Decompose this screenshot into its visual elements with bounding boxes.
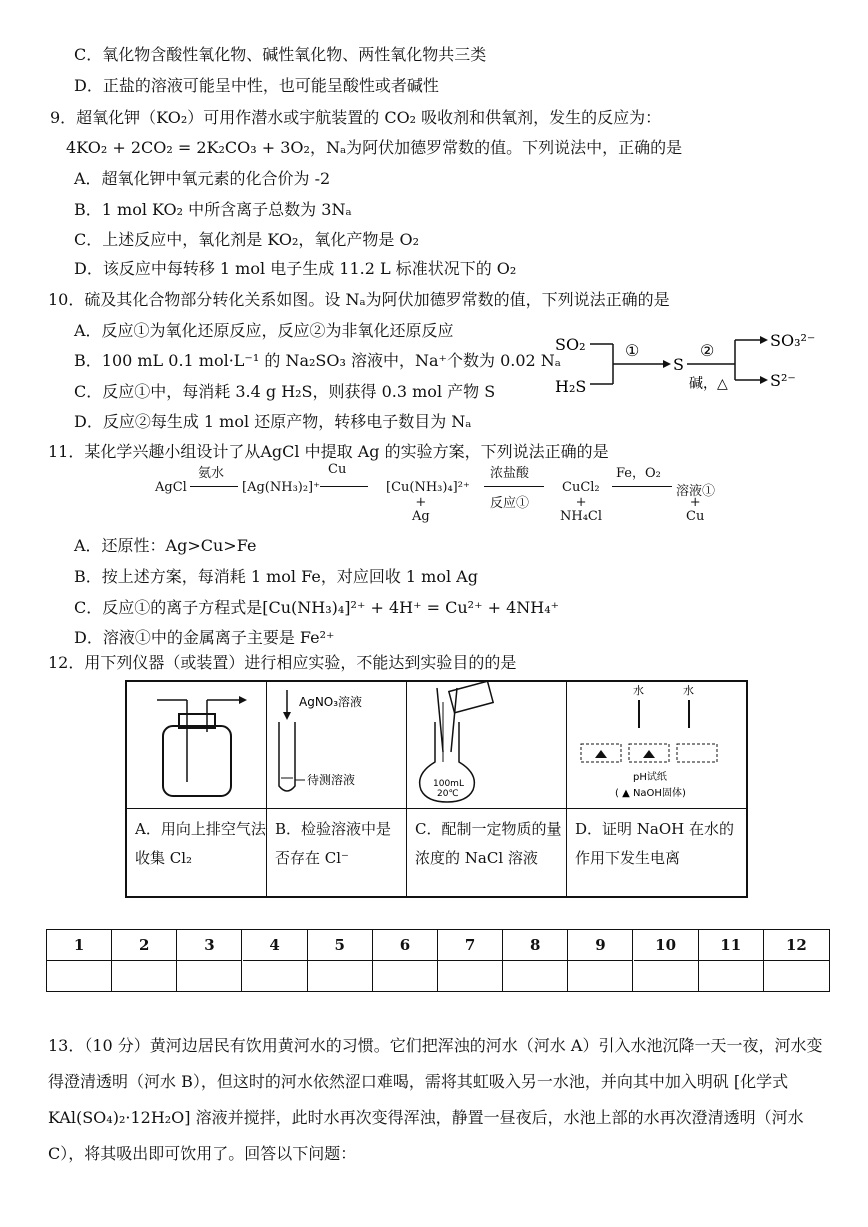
copper-complex: [Cu(NH₃)₄]²⁺ [386, 480, 470, 495]
q11-option-d: D．溶液①中的金属离子主要是 Fe²⁺ [74, 628, 335, 647]
answer-cell-12[interactable] [764, 961, 829, 992]
apparatus-a [127, 682, 267, 808]
q10-option-b: B．100 mL 0.1 mol·L⁻¹ 的 Na₂SO₃ 溶液中，Na⁺个数为 0.02 Nₐ [74, 351, 561, 370]
answer-header-4: 4 [243, 930, 308, 961]
plus-silver: + Ag [412, 495, 430, 524]
answer-cell-11[interactable] [699, 961, 764, 992]
answer-header-3: 3 [177, 930, 242, 961]
answer-header-8: 8 [503, 930, 568, 961]
answer-header-11: 11 [699, 930, 764, 961]
caption-b: B．检验溶液中是否存在 Cl⁻ [267, 808, 407, 898]
ph-paper-icon [567, 682, 746, 808]
q11-stem: 11．某化学兴趣小组设计了从AgCl 中提取 Ag 的实验方案，下列说法正确的是 [48, 442, 609, 461]
answer-cell-1[interactable] [47, 961, 112, 992]
reagent-ammonia: 氨水 [198, 466, 225, 481]
q10-option-a: A．反应①为氧化还原反应，反应②为非氧化还原反应 [74, 321, 454, 340]
q9-option-a: A．超氧化钾中氧元素的化合价为 -2 [74, 169, 331, 188]
q9-option-c: C．上述反应中，氧化剂是 KO₂，氧化产物是 O₂ [74, 230, 420, 249]
q12-stem: 12．用下列仪器（或装置）进行相应实验，不能达到实验目的的是 [48, 653, 517, 672]
answer-header-6: 6 [373, 930, 438, 961]
condition-label: 碱，△ [689, 376, 728, 392]
gas-bottle-icon [127, 682, 267, 808]
q11-option-a: A．还原性：Ag>Cu>Fe [74, 536, 257, 555]
q9-option-d: D．该反应中每转移 1 mol 电子生成 11.2 L 标准状况下的 O₂ [74, 259, 517, 278]
answer-header-9: 9 [568, 930, 633, 961]
q9-option-b: B．1 mol KO₂ 中所含离子总数为 3Nₐ [74, 200, 352, 219]
q8-option-c: C．氧化物含酸性氧化物、碱性氧化物、两性氧化物共三类 [74, 45, 487, 64]
product-sulfide: S²⁻ [770, 371, 796, 390]
answer-header-5: 5 [308, 930, 373, 961]
q10-option-d: D．反应②每生成 1 mol 还原产物，转移电子数目为 Nₐ [74, 412, 472, 431]
answer-cell-3[interactable] [177, 961, 242, 992]
answer-cell-7[interactable] [438, 961, 503, 992]
q9-stem: 9．超氧化钾（KO₂）可用作潜水或宇航装置的 CO₂ 吸收剂和供氧剂，发生的反应为： [50, 108, 662, 127]
volumetric-flask-icon [407, 682, 567, 808]
cucl2-label: CuCl₂ [562, 480, 600, 495]
agcl-extraction-scheme [150, 462, 750, 530]
answer-cell-2[interactable] [112, 961, 177, 992]
step2-label: ② [700, 341, 715, 360]
reagent-fe-o2: Fe，O₂ [616, 466, 661, 481]
answer-cell-9[interactable] [568, 961, 633, 992]
answer-header-2: 2 [112, 930, 177, 961]
q8-option-d: D．正盐的溶液可能呈中性，也可能呈酸性或者碱性 [74, 76, 439, 95]
reagent-hcl: 浓盐酸 [490, 466, 530, 481]
svg-text:100mL: 100mL [433, 779, 464, 789]
answer-cell-6[interactable] [373, 961, 438, 992]
q10-option-c: C．反应①中，每消耗 3.4 g H₂S，则获得 0.3 mol 产物 S [74, 382, 496, 401]
answer-cell-8[interactable] [503, 961, 568, 992]
water-label-1: 水 [633, 684, 644, 697]
caption-a: A．用向上排空气法收集 Cl₂ [127, 808, 267, 898]
sulfur-conversion-diagram [545, 322, 845, 432]
h2s-label: H₂S [555, 377, 587, 396]
apparatus-d [567, 682, 746, 808]
step1-label: ① [625, 341, 640, 360]
ph-paper-label: pH试纸 [633, 772, 667, 783]
product-sulfite: SO₃²⁻ [770, 331, 816, 350]
test-tube-icon [267, 682, 407, 808]
q13-text: 13．（10 分）黄河边居民有饮用黄河水的习惯。它们把浑浊的河水（河水 A）引入水池沉降一天一夜，河水变得澄清透明（河水 B），但这时的河水依然涩口难喝，需将其虹吸入另一水池，并向其中加入明矾 [化学式 KAl(SO₄)₂·12H₂O] 溶液并搅拌，此时水再次变得浑浊，静置一昼夜后，水池上部的水再次澄清透明（河水 C），将其吸出即可饮用了。回答以下问题： [48, 1036, 823, 1163]
answer-table [46, 929, 830, 992]
answer-header-7: 7 [438, 930, 503, 961]
so2-label: SO₂ [555, 335, 586, 354]
caption-d: D．证明 NaOH 在水的 作用下发生电离 [567, 808, 746, 898]
answer-header-1: 1 [47, 930, 112, 961]
reagent-copper: Cu [328, 462, 347, 477]
test-solution-label: 待测溶液 [307, 773, 356, 787]
answer-cell-10[interactable] [634, 961, 699, 992]
solution1-label: 溶液① [676, 484, 716, 499]
naoh-solid-label: ( ▲ NaOH固体) [615, 788, 686, 799]
q9-equation: 4KO₂ + 2CO₂ = 2K₂CO₃ + 3O₂，Nₐ为阿伏加德罗常数的值。下列说法中，正确的是 [66, 138, 683, 157]
svg-text:20℃: 20℃ [437, 789, 459, 799]
apparatus-b [267, 682, 407, 808]
apparatus-table [125, 680, 748, 898]
apparatus-c [407, 682, 567, 808]
q10-stem: 10．硫及其化合物部分转化关系如图。设 Nₐ为阿伏加德罗常数的值，下列说法正确的是 [48, 290, 670, 309]
caption-c: C．配制一定物质的量浓度的 NaCl 溶液 [407, 808, 567, 898]
reaction1-label: 反应① [490, 496, 530, 511]
answer-header-10: 10 [634, 930, 699, 961]
answer-cell-4[interactable] [243, 961, 308, 992]
agcl-label: AgCl [155, 480, 187, 495]
silver-complex: [Ag(NH₃)₂]⁺ [242, 480, 320, 495]
sulfur-label: S [673, 355, 684, 374]
water-label-2: 水 [683, 684, 694, 697]
q11-option-b: B．按上述方案，每消耗 1 mol Fe，对应回收 1 mol Ag [74, 567, 478, 586]
q11-option-c: C．反应①的离子方程式是[Cu(NH₃)₄]²⁺ + 4H⁺ = Cu²⁺ + 4NH₄⁺ [74, 598, 560, 617]
plus-nh4cl: + NH₄Cl [560, 495, 603, 524]
answer-cell-5[interactable] [308, 961, 373, 992]
answer-header-12: 12 [764, 930, 829, 961]
plus-copper: + Cu [686, 495, 705, 524]
agno3-label: AgNO₃溶液 [299, 695, 363, 709]
